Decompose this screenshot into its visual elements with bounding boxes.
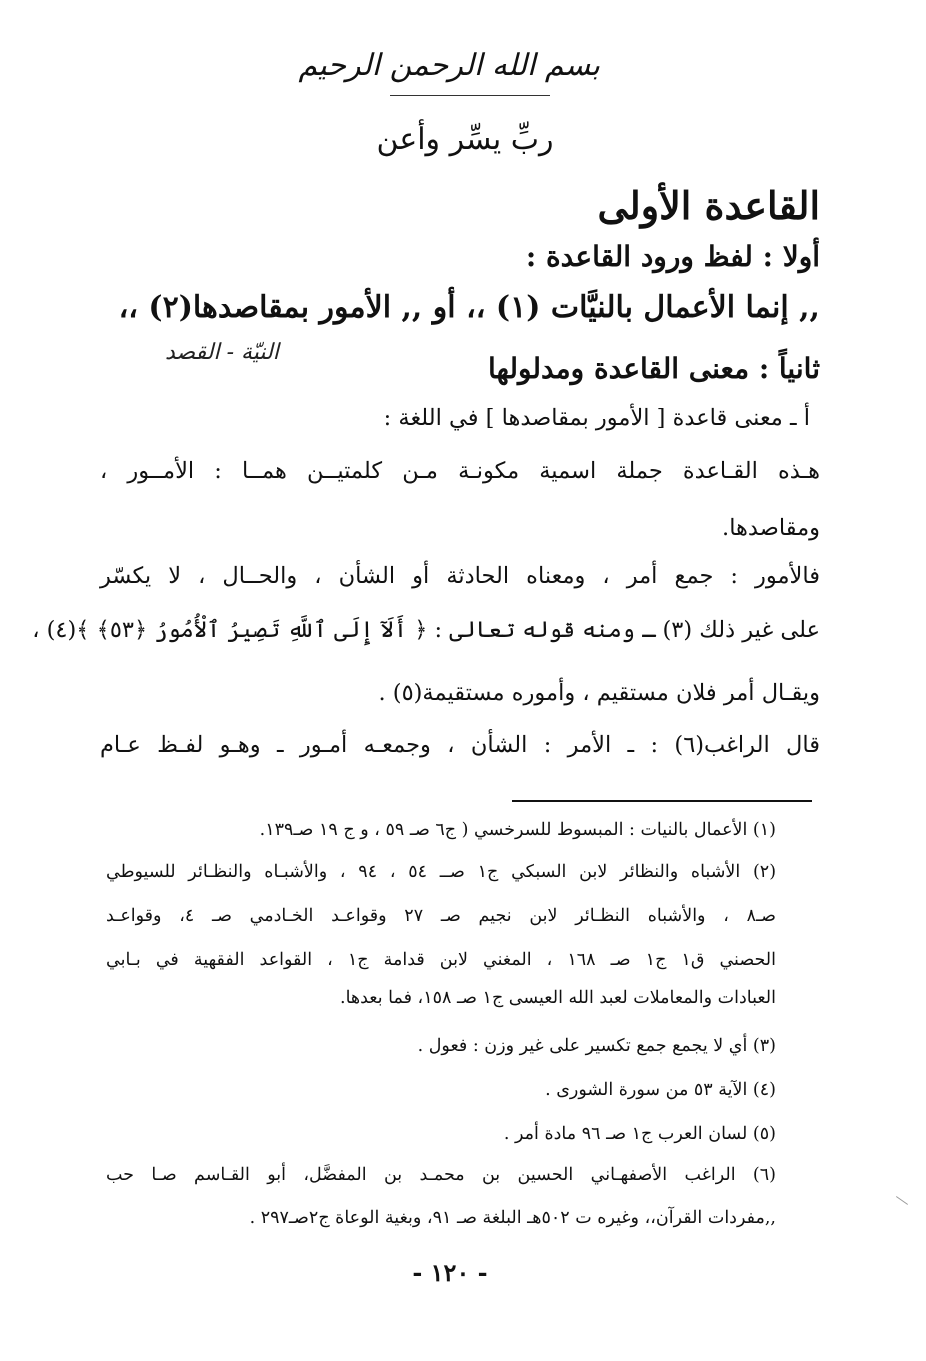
footnote-1: (١) الأعمال بالنيات : المبسوط للسرخسي ( ج٦ صـ ٥٩ ، و ج ١٩ صـ١٣٩. <box>259 820 776 840</box>
footnote-2-line-1: (٢) الأشباه والنظائر لابن السبكي ج١ صــ ٥٤ ، ٩٤ ، والأشبـاه والنظـائر للسيوطي <box>106 862 777 882</box>
page-number: - ١٢٠ - <box>412 1258 488 1287</box>
footnote-2-line-2: صـ٨ ، والأشباه النظـائر لابن نجيم صـ ٢٧ وقواعـد الخـادمي صـ ٤، وقواعـد <box>106 906 776 926</box>
section-2-title: ثانياً : معنى القاعدة ومدلولها <box>488 352 820 385</box>
scan-mark <box>896 1196 908 1205</box>
footnote-6-line-2: ,,مفردات القرآن،، وغيره ت ٥٠٢هـ البلغة صـ ٩١، وبغية الوعاة ج٢صـ٢٩٧ . <box>249 1208 776 1228</box>
footnote-6-line-1: (٦) الراغب الأصفهـاني الحسين بن محمـد بن المفضَّل، أبو القـاسم صـا حب <box>106 1165 776 1185</box>
handwritten-annotation: النيّة - القصد <box>165 340 279 365</box>
supplication-subtitle: ربِّ يسِّر وأعن <box>376 122 554 157</box>
body-line-1: أ ـ معنى قاعدة [ الأمور بمقاصدها ] في اللغة : <box>383 405 810 431</box>
footnote-5: (٥) لسان العرب ج١ صـ ٩٦ مادة أمر . <box>503 1124 776 1144</box>
body-line-2: هـذه القـاعدة جملة اسمية مكونـة مـن كلمتيــن همــا : الأمــور ، <box>100 458 820 484</box>
basmala-underline <box>390 95 550 96</box>
body-line-7: قال الراغب(٦) : ـ الأمر : الشأن ، وجمعـه أمـور ـ وهـو لفـظ عـام <box>100 732 820 758</box>
body-line-6: ويقـال أمر فلان مستقيم ، وأموره مستقيمة(٥) . <box>378 680 820 706</box>
basmala-calligraphy: بسم الله الرحمن الرحيم <box>298 48 600 83</box>
footnote-3: (٣) أي لا يجمع جمع تكسير على غير وزن : فعول . <box>417 1036 776 1056</box>
body-line-4: فالأمور : جمع أمر ، ومعناه الحادثة أو الشأن ، والحــال ، لا يكسّر <box>100 563 820 589</box>
rule-statement: ,, إنما الأعمال بالنيَّات (١) ،، أو ,, الأمور بمقاصدها(٢) ،، <box>118 290 820 325</box>
footnote-2-line-3: الحصني ق١ ج١ صـ ١٦٨ ، المغني لابن قدامة ج١ ، القواعد الفقهية في بـابي <box>106 950 776 970</box>
footnote-separator <box>512 800 812 802</box>
footnote-4: (٤) الآية ٥٣ من سورة الشورى . <box>545 1080 776 1100</box>
body-line-3: ومقاصدها. <box>722 515 820 541</box>
footnote-2-line-4: العبادات والمعاملات لعبد الله العيسى ج١ صـ ١٥٨، فما بعدها. <box>340 988 776 1008</box>
body-line-5-quran-verse: على غير ذلك (٣) ـ ومنه قوله تعالى : ﴿ أَلَآ إِلَى ٱللَّهِ تَصِيرُ ٱلْأُمُورُ ﴿٥٣﴾ ﴾(٤) ، <box>32 617 820 643</box>
rule-heading: القاعدة الأولى <box>597 183 820 228</box>
section-1-title: أولا : لفظ ورود القاعدة : <box>525 240 820 273</box>
